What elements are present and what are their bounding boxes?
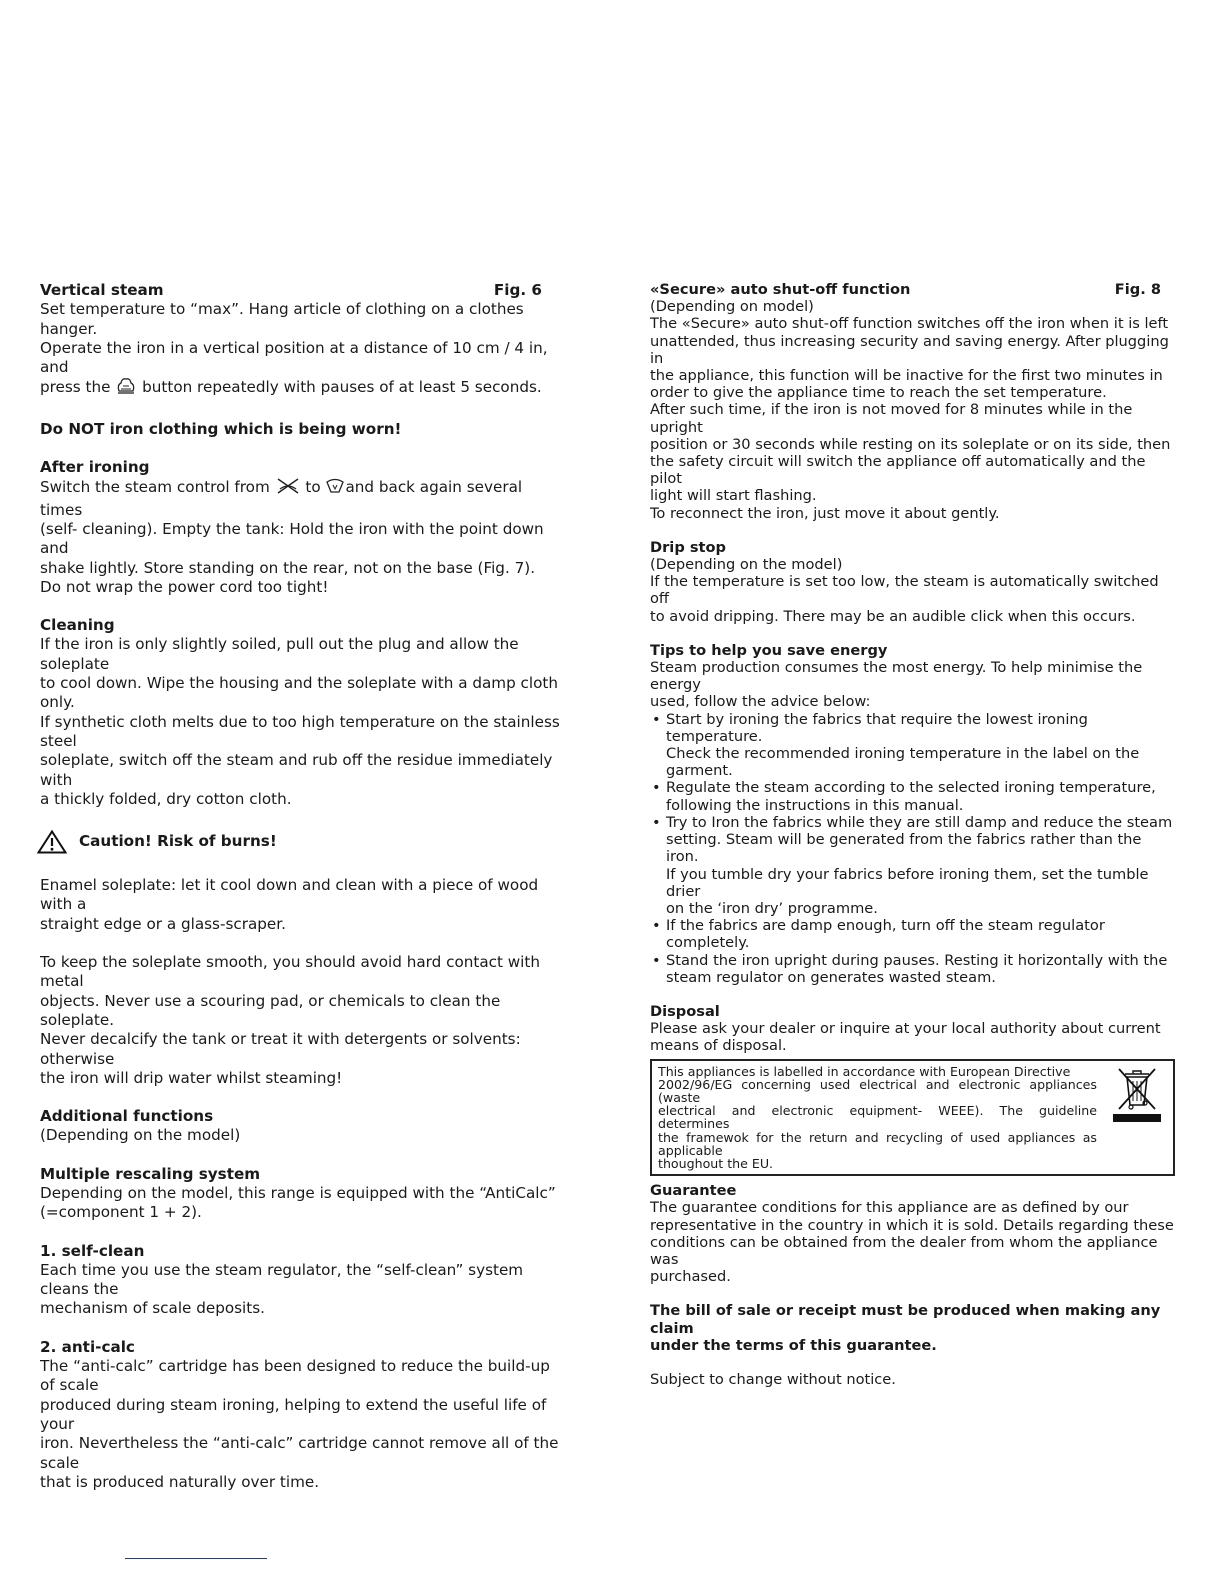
list-item: • Stand the iron upright during pauses. Resting it horizontally with the steam regulator on generates wasted steam. <box>650 952 1175 986</box>
smooth-line: Never decalcify the tank or treat it with detergents or solvents: otherwise <box>40 1030 521 1068</box>
rescaling-line: Depending on the model, this range is equipped with the “AntiCalc” <box>40 1183 556 1202</box>
drip-stop-line: If the temperature is set too low, the steam is automatically switched off <box>650 573 1159 608</box>
guarantee-line: purchased. <box>650 1268 731 1286</box>
cleaning-title: Cleaning <box>40 616 115 635</box>
secure-line: unattended, thus increasing security and saving energy. After plugging in <box>650 332 1169 367</box>
secure-heading <box>650 281 1175 298</box>
weee-notice-box <box>650 1059 1175 1177</box>
secure-line: After such time, if the iron is not moved for 8 minutes while in the upright <box>650 401 1133 436</box>
enamel-line: Enamel soleplate: let it cool down and clean with a piece of wood with a <box>40 876 539 914</box>
weee-bar <box>1113 1114 1161 1122</box>
weee-text: This appliances is labelled in accordance with European Directive 2002/96/EG concerning used electrical and electronic appliances (waste electrical and electronic equipment- WEEE). The guideline determines the framewok for the return and recycling of used appliances as applicable thoughout the EU. <box>658 1063 1097 1171</box>
cleaning-line: a thickly folded, dry cotton cloth. <box>40 789 292 808</box>
list-item: • Try to Iron the fabrics while they are still damp and reduce the steam setting. Steam will be generated from the fabrics rather than the iron. If you tumble dry your fabrics before ironing them, set the tumble drier on the ‘iron dry’ programme. <box>650 814 1175 917</box>
anti-calc-line: The “anti-calc” cartridge has been designed to reduce the build-up of scale <box>40 1357 550 1395</box>
cleaning-line: soleplate, switch off the steam and rub off the residue immediately with <box>40 751 553 789</box>
vertical-steam-line: Operate the iron in a vertical position at a distance of 10 cm / 4 in, and <box>40 338 548 377</box>
caution-text: Caution! Risk of burns! <box>79 832 277 851</box>
additional-functions-line: (Depending on the model) <box>40 1126 241 1145</box>
cleaning-line: to cool down. Wipe the housing and the soleplate with a damp cloth only. <box>40 674 558 712</box>
anti-calc-title: 2. anti-calc <box>40 1337 135 1356</box>
rescaling-line: (=component 1 + 2). <box>40 1203 202 1222</box>
tips-title: Tips to help you save energy <box>650 641 888 659</box>
smooth-line: To keep the soleplate smooth, you should avoid hard contact with metal <box>40 953 540 991</box>
bill-of-sale-line: under the terms of this guarantee. <box>650 1336 937 1354</box>
secure-title: «Secure» auto shut-off function <box>650 281 911 298</box>
steam-icon <box>325 477 345 500</box>
self-clean-line: Each time you use the steam regulator, the “self-clean” system cleans the <box>40 1260 524 1299</box>
secure-line: light will start flashing. <box>650 487 817 505</box>
anti-calc-line: iron. Nevertheless the “anti-calc” cartridge cannot remove all of the scale <box>40 1434 559 1472</box>
left-column <box>40 281 564 1492</box>
guarantee-line: The guarantee conditions for this appliance are as defined by our <box>650 1199 1129 1217</box>
after-ironing-line: Do not wrap the power cord too tight! <box>40 577 329 596</box>
list-item: • Start by ironing the fabrics that require the lowest ironing temperature. Check the recommended ironing temperature in the label on the garment. <box>650 711 1175 780</box>
guarantee-line: conditions can be obtained from the dealer from whom the appliance was <box>650 1233 1158 1268</box>
secure-line: To reconnect the iron, just move it about gently. <box>650 504 1000 522</box>
secure-line: order to give the appliance time to reach the set temperature. <box>650 384 1107 402</box>
secure-line: the appliance, this function will be inactive for the first two minutes in <box>650 367 1163 385</box>
steam-burst-icon <box>115 377 137 400</box>
smooth-line: objects. Never use a scouring pad, or chemicals to clean the soleplate. <box>40 991 501 1029</box>
cleaning-line: If the iron is only slightly soiled, pull out the plug and allow the soleplate <box>40 635 519 673</box>
self-clean-title: 1. self-clean <box>40 1241 145 1260</box>
additional-functions-title: Additional functions <box>40 1107 214 1126</box>
fig-8-label: Fig. 8 <box>1114 281 1161 298</box>
enamel-line: straight edge or a glass-scraper. <box>40 914 286 933</box>
vertical-steam-line: press the button repeatedly with pauses of at least 5 seconds. <box>40 377 564 400</box>
tips-line: used, follow the advice below: <box>650 693 871 711</box>
vertical-steam-line: Set temperature to “max”. Hang article of clothing on a clothes hanger. <box>40 300 524 338</box>
secure-line: (Depending on model) <box>650 298 814 316</box>
secure-line: the safety circuit will switch the appliance off automatically and the pilot <box>650 453 1146 488</box>
drip-stop-line: (Depending on the model) <box>650 556 843 574</box>
disposal-line: means of disposal. <box>650 1037 787 1055</box>
vertical-steam-title: Vertical steam <box>40 281 164 299</box>
drip-stop-title: Drip stop <box>650 538 726 556</box>
rescaling-title: Multiple rescaling system <box>40 1164 261 1183</box>
bill-of-sale-line: The bill of sale or receipt must be produced when making any claim <box>650 1302 1161 1337</box>
secure-line: The «Secure» auto shut-off function switches off the iron when it is left <box>650 315 1169 333</box>
list-item: • If the fabrics are damp enough, turn off the steam regulator completely. <box>650 917 1175 951</box>
fig-6-label: Fig. 6 <box>493 281 542 299</box>
warning-triangle-icon <box>37 830 67 854</box>
anti-calc-line: that is produced naturally over time. <box>40 1472 320 1491</box>
warning-text: Do NOT iron clothing which is being worn! <box>40 419 402 438</box>
secure-line: position or 30 seconds while resting on its soleplate or on its side, then <box>650 435 1171 453</box>
smooth-line: the iron will drip water whilst steaming! <box>40 1068 343 1087</box>
tips-list <box>650 711 1175 986</box>
vertical-steam-heading <box>40 281 564 300</box>
no-steam-icon <box>275 477 301 500</box>
after-ironing-title: After ironing <box>40 458 150 477</box>
disposal-line: Please ask your dealer or inquire at your local authority about current <box>650 1020 1161 1038</box>
guarantee-line: representative in the country in which it is sold. Details regarding these <box>650 1216 1174 1234</box>
caution-block <box>37 830 564 854</box>
tips-line: Steam production consumes the most energy. To help minimise the energy <box>650 659 1143 694</box>
footnote-divider <box>125 1558 267 1559</box>
guarantee-title: Guarantee <box>650 1182 737 1200</box>
disposal-title: Disposal <box>650 1002 720 1020</box>
self-clean-line: mechanism of scale deposits. <box>40 1299 265 1318</box>
subject-to-change: Subject to change without notice. <box>650 1370 896 1388</box>
after-ironing-line: shake lightly. Store standing on the rear, not on the base (Fig. 7). <box>40 558 536 577</box>
cleaning-line: If synthetic cloth melts due to too high temperature on the stainless steel <box>40 712 560 750</box>
after-ironing-line: (self- cleaning). Empty the tank: Hold the iron with the point down and <box>40 519 544 558</box>
anti-calc-line: produced during steam ironing, helping to extend the useful life of your <box>40 1395 547 1433</box>
drip-stop-line: to avoid dripping. There may be an audible click when this occurs. <box>650 607 1136 625</box>
after-ironing-line: Switch the steam control from to and back again several times <box>40 478 523 519</box>
list-item: • Regulate the steam according to the selected ironing temperature, following the instructions in this manual. <box>650 779 1175 813</box>
crossed-bin-icon <box>1107 1065 1167 1122</box>
right-column <box>650 281 1175 1388</box>
